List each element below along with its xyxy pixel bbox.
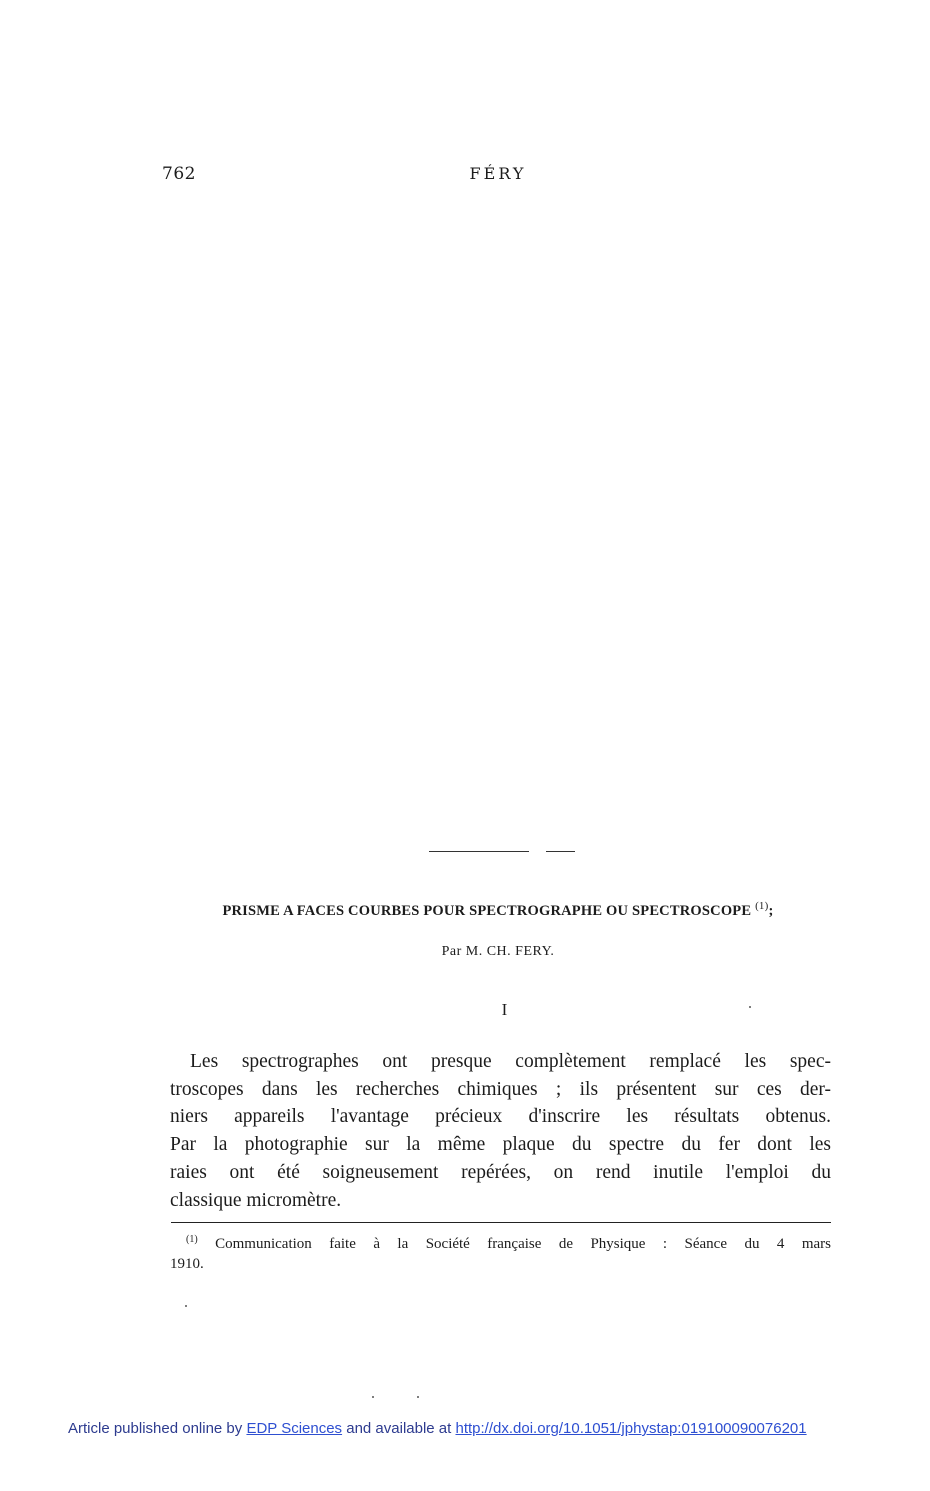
footnote-line-2: 1910. (170, 1256, 204, 1272)
running-head: FÉRY (469, 164, 527, 183)
paragraph-line: troscopes dans les recherches chimiques ; ils présentent sur ces der- (170, 1078, 831, 1100)
publication-banner (68, 1420, 807, 1437)
scan-speck (749, 1006, 751, 1008)
section-number: I (501, 1000, 508, 1019)
article-title-text: PRISME A FACES COURBES POUR SPECTROGRAPHE OU SPECTROSCOPE (222, 902, 752, 919)
separator-rule (429, 851, 529, 852)
title-footnote-mark: (1) (755, 900, 769, 912)
author-line: Par M. CH. FERY. (441, 944, 555, 959)
scan-speck (417, 1396, 419, 1398)
footnote-mark: (1) (186, 1234, 198, 1245)
scan-speck (372, 1396, 374, 1398)
paragraph-line: Par la photographie sur la même plaque du spectre du fer dont les (170, 1134, 831, 1156)
publisher-link[interactable]: EDP Sciences (246, 1420, 343, 1437)
body-paragraph (170, 1048, 831, 1214)
footnote-line (170, 1230, 831, 1254)
banner-middle: and available at (342, 1420, 456, 1437)
title-end: ; (768, 902, 774, 919)
banner-prefix: Article published online by (68, 1420, 247, 1437)
paragraph-line: niers appareils l'avantage précieux d'inscrire les résultats obtenus. (170, 1106, 831, 1128)
paragraph-line: Les spectrographes ont presque complètement remplacé les spec- (190, 1051, 831, 1072)
footnote (170, 1230, 831, 1274)
page-number: 762 (162, 164, 196, 184)
footnote-rule (171, 1222, 831, 1223)
paragraph-line: raies ont été soigneusement repérées, on rend inutile l'emploi du (170, 1161, 831, 1183)
separator-rule-short (546, 851, 575, 852)
paragraph-line: classique micromètre. (170, 1189, 342, 1211)
article-title (0, 900, 930, 920)
scan-speck (185, 1305, 187, 1307)
doi-link[interactable]: http://dx.doi.org/10.1051/jphystap:019100090076201 (455, 1420, 807, 1437)
footnote-text: Communication faite à la Société française de Physique : Séance du 4 mars (197, 1236, 831, 1252)
